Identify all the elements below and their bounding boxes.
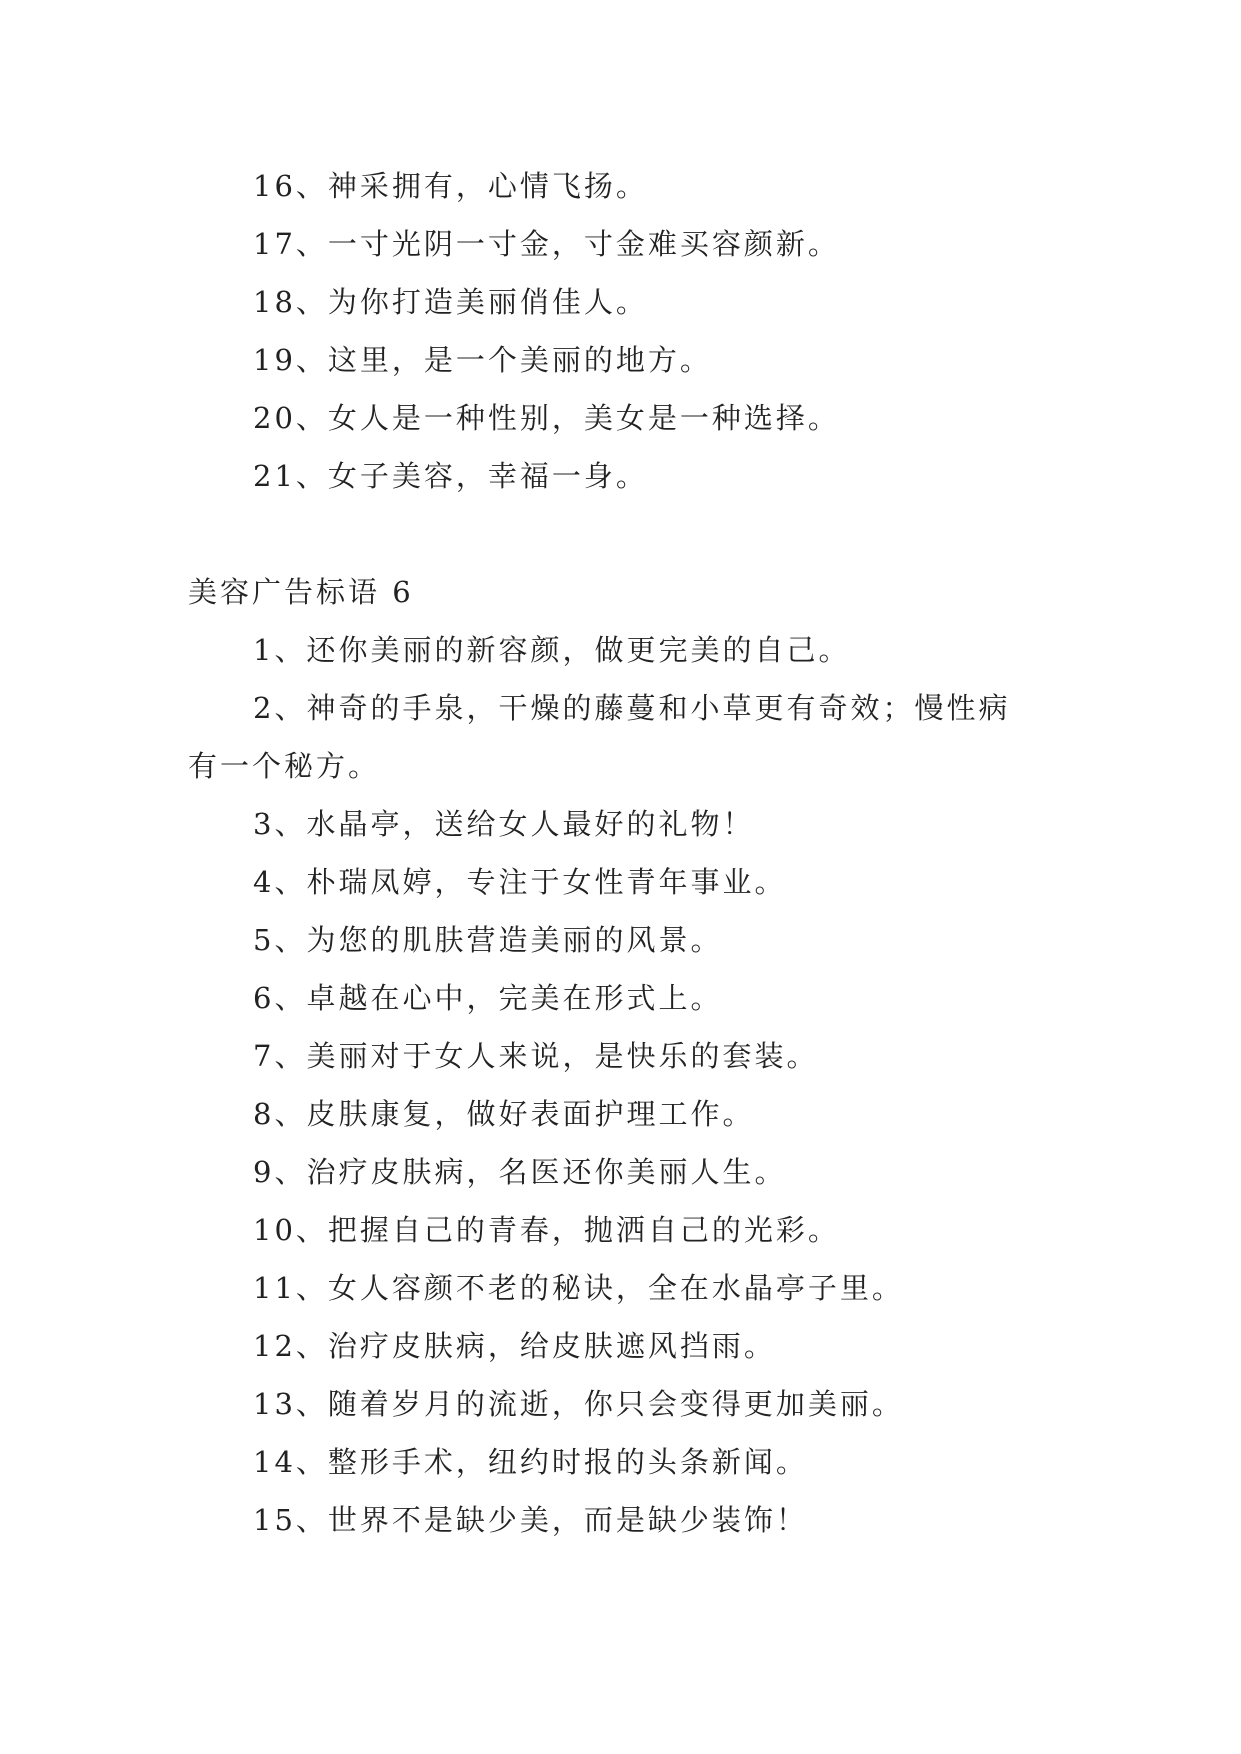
list-item: 3、水晶亭，送给女人最好的礼物！	[253, 807, 755, 841]
list-item: 9、治疗皮肤病，名医还你美丽人生。	[253, 1155, 787, 1189]
list-item: 7、美丽对于女人来说，是快乐的套装。	[253, 1039, 819, 1073]
list-item: 15、世界不是缺少美，而是缺少装饰！	[253, 1503, 808, 1537]
list-item: 16、神采拥有，心情飞扬。	[253, 169, 648, 203]
list-item: 17、一寸光阴一寸金，寸金难买容颜新。	[253, 227, 840, 261]
list-item: 11、女人容颜不老的秘诀，全在水晶亭子里。	[253, 1271, 904, 1305]
list-item: 6、卓越在心中，完美在形式上。	[253, 981, 723, 1015]
list-item: 1、还你美丽的新容颜，做更完美的自己。	[253, 633, 851, 667]
list-item-continuation: 有一个秘方。	[188, 749, 381, 783]
list-item: 8、皮肤康复，做好表面护理工作。	[253, 1097, 755, 1131]
list-item: 13、随着岁月的流逝，你只会变得更加美丽。	[253, 1387, 904, 1421]
list-item: 4、朴瑞凤婷，专注于女性青年事业。	[253, 865, 787, 899]
list-item: 5、为您的肌肤营造美丽的风景。	[253, 923, 723, 957]
list-item: 19、这里，是一个美丽的地方。	[253, 343, 712, 377]
list-item: 21、女子美容，幸福一身。	[253, 459, 648, 493]
list-item: 2、神奇的手泉，干燥的藤蔓和小草更有奇效；慢性病	[253, 691, 1011, 725]
section-heading: 美容广告标语 6	[188, 575, 414, 609]
list-item: 12、治疗皮肤病，给皮肤遮风挡雨。	[253, 1329, 776, 1363]
list-item: 20、女人是一种性别，美女是一种选择。	[253, 401, 840, 435]
list-item: 14、整形手术，纽约时报的头条新闻。	[253, 1445, 808, 1479]
list-item: 18、为你打造美丽俏佳人。	[253, 285, 648, 319]
list-item: 10、把握自己的青春，抛洒自己的光彩。	[253, 1213, 840, 1247]
